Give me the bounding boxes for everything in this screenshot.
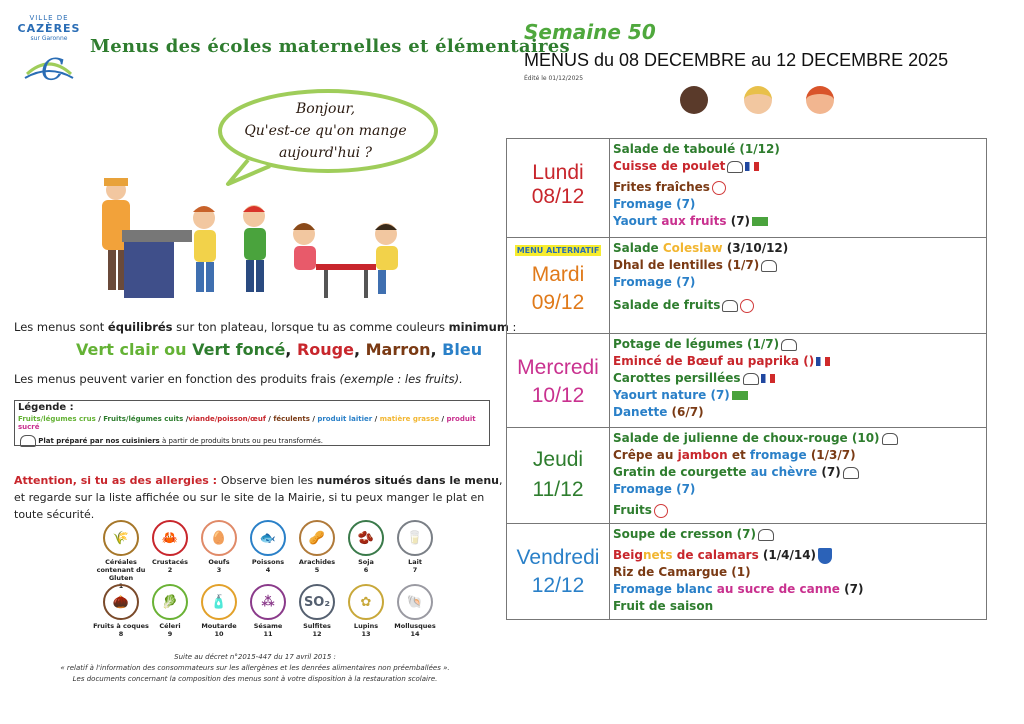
french-flag-icon xyxy=(745,162,759,171)
crab-icon: 🦀 xyxy=(152,520,188,556)
dish-main-label: Dhal de lentilles (1/7) xyxy=(613,258,760,272)
main-part: (1/4/14) xyxy=(758,548,817,562)
balanced-part: Les menus sont xyxy=(14,320,108,334)
allergy-part: et regarde sur la liste affichée ou sur le site de la Mairie, si tu peux manger le plat en toute sécurité. xyxy=(14,491,485,521)
bubble-line1: Bonjour, xyxy=(295,101,356,117)
allergy-warning xyxy=(14,472,504,523)
dish-starter xyxy=(613,240,984,257)
day-name: Vendredi xyxy=(516,546,600,569)
main-part: (1/3/7) xyxy=(806,448,856,462)
chef-hat-icon xyxy=(843,467,859,479)
allergen-number: 5 xyxy=(314,566,320,574)
dish-cheese: Fromage (7) xyxy=(613,275,696,289)
dish-dessert xyxy=(613,404,984,421)
day-date: 11/12 xyxy=(532,478,584,501)
decree-footer xyxy=(20,652,490,685)
fresh-product-icon xyxy=(740,299,754,313)
menu-row-monday xyxy=(507,139,986,237)
child-face-icon xyxy=(680,86,708,114)
allergen-name: Céleri xyxy=(159,622,181,630)
allergen-label xyxy=(383,622,447,638)
menu-row-tuesday xyxy=(507,237,986,334)
main-part: de calamars xyxy=(672,548,759,562)
day-cell xyxy=(507,428,610,524)
dish-main xyxy=(613,547,984,564)
day-cell xyxy=(507,334,610,428)
dish-list xyxy=(613,141,984,230)
msc-label-icon xyxy=(818,548,832,564)
allergen-name: Lait xyxy=(408,558,422,566)
allergen-name: Oeufs xyxy=(208,558,230,566)
menu-row-thursday xyxy=(507,427,986,524)
vary-text xyxy=(14,372,463,386)
starter-part: Coleslaw xyxy=(662,241,723,255)
footer-line3: Les documents concernant la composition des menus sont à votre disposition à la restauration scolaire. xyxy=(72,675,438,683)
allergen-number: 12 xyxy=(312,630,322,638)
logo-mark-icon xyxy=(21,44,77,92)
day-name: Lundi xyxy=(532,161,584,184)
legend-item: / xyxy=(95,415,104,423)
chef-hat-icon xyxy=(727,161,743,173)
menu-date-range: MENUS du 08 DECEMBRE au 12 DECEMBRE 2025 xyxy=(524,50,949,70)
day-cell xyxy=(507,524,610,620)
allergy-part: numéros situés dans le menu xyxy=(316,474,499,487)
day-date: 08/12 xyxy=(531,185,585,208)
color-sep: , xyxy=(353,340,366,359)
mustard-icon: 🧴 xyxy=(201,584,237,620)
allergen-number: 14 xyxy=(410,630,420,638)
fish-icon: 🐟 xyxy=(250,520,286,556)
color-dark-green: Vert foncé xyxy=(192,340,286,359)
balanced-part: minimum xyxy=(448,320,509,334)
color-blue: Bleu xyxy=(442,340,483,359)
child-face-icon xyxy=(744,86,772,114)
chef-hat-icon xyxy=(781,339,797,351)
dish-starter-label: Soupe de cresson (7) xyxy=(613,527,756,541)
dish-cheese xyxy=(613,581,984,598)
dish-main xyxy=(613,158,984,175)
sesame-icon: ⁂ xyxy=(250,584,286,620)
allergen-number: 7 xyxy=(412,566,418,574)
footer-line1: Suite au décret n°2015-447 du 17 avril 2015 : xyxy=(174,653,336,661)
organic-label-icon xyxy=(732,391,748,400)
chef-hat-icon xyxy=(722,300,738,312)
color-red: Rouge xyxy=(296,340,354,359)
menu-row-friday xyxy=(507,523,986,620)
bubble-line3: aujourd'hui ? xyxy=(278,145,373,161)
color-sep: , xyxy=(430,340,443,359)
dish-cheese: Fromage (7) xyxy=(613,482,696,496)
allergy-part: Observe bien les xyxy=(220,474,317,487)
balanced-text xyxy=(14,320,516,334)
color-list xyxy=(76,340,482,359)
side-part: au chèvre xyxy=(750,465,818,479)
allergen-number: 6 xyxy=(363,566,369,574)
dessert-part: (6/7) xyxy=(667,405,704,419)
milk-icon: 🥛 xyxy=(397,520,433,556)
legend-homemade xyxy=(15,431,489,447)
cheese-part: au sucre de canne xyxy=(716,582,840,596)
child-face-icon xyxy=(806,86,834,114)
main-part: fromage xyxy=(749,448,807,462)
alternative-menu-badge: MENU ALTERNATIF xyxy=(516,246,600,255)
allergen-number: 8 xyxy=(118,630,124,638)
dish-main-label: Cuisse de poulet xyxy=(613,159,726,173)
dish-dessert xyxy=(613,213,984,230)
legend-items xyxy=(15,413,489,431)
logo-line2: CAZÈRES xyxy=(17,22,81,35)
allergen-number: 3 xyxy=(216,566,222,574)
vary-part: Les menus peuvent varier en fonction des produits frais xyxy=(14,372,340,386)
balanced-part: sur ton plateau, lorsque tu as comme couleurs xyxy=(172,320,449,334)
dish-dessert: Fruit de saison xyxy=(613,599,714,613)
dish-list xyxy=(613,336,984,421)
organic-label-icon xyxy=(752,217,768,226)
allergen-name: Sésame xyxy=(253,622,283,630)
homemade-desc: à partir de produits bruts ou peu transformés. xyxy=(159,437,323,445)
day-date: 09/12 xyxy=(531,291,585,314)
speech-bubble-text xyxy=(228,98,423,164)
homemade-label: Plat préparé par nos cuisiniers xyxy=(38,437,160,445)
chef-hat-icon xyxy=(20,435,36,447)
day-name: Jeudi xyxy=(532,448,584,471)
fresh-product-icon xyxy=(712,181,726,195)
cheese-part: (7) xyxy=(839,582,864,596)
french-flag-icon xyxy=(761,374,775,383)
allergen-name: Céréales contenant du Gluten xyxy=(96,558,146,582)
legend-item: féculents xyxy=(273,415,310,423)
fresh-product-icon xyxy=(654,504,668,518)
allergen-number: 10 xyxy=(214,630,224,638)
egg-icon: 🥚 xyxy=(201,520,237,556)
vary-example: (exemple : les fruits). xyxy=(339,372,463,386)
sulfites-icon: SO₂ xyxy=(299,584,335,620)
dish-main xyxy=(613,447,984,464)
dish-list xyxy=(613,526,984,615)
legend-item: / xyxy=(183,415,189,423)
dish-main xyxy=(613,353,984,370)
dish-main xyxy=(613,257,984,274)
allergen-name: Lupins xyxy=(353,622,379,630)
peanut-icon: 🥜 xyxy=(299,520,335,556)
allergen-name: Arachides xyxy=(298,558,336,566)
dish-side xyxy=(613,370,984,387)
day-cell xyxy=(507,139,610,237)
balanced-part: : xyxy=(508,320,517,334)
dish-dessert-label: Salade de fruits xyxy=(613,298,721,312)
allergen-number: 4 xyxy=(265,566,271,574)
side-part: (7) xyxy=(817,465,841,479)
dish-starter xyxy=(613,336,984,353)
allergen-number: 13 xyxy=(361,630,371,638)
color-light-green: Vert clair ou xyxy=(76,340,193,359)
dessert-part: Danette xyxy=(613,405,668,419)
allergen-number: 1 xyxy=(118,582,124,590)
svg-text:C: C xyxy=(41,53,64,88)
bubble-line2: Qu'est-ce qu'on mange xyxy=(244,123,407,139)
chef-hat-icon xyxy=(882,433,898,445)
dish-cheese xyxy=(613,387,984,404)
main-part: et xyxy=(727,448,750,462)
color-brown: Marron xyxy=(365,340,431,359)
town-logo xyxy=(14,14,84,94)
side-part: Gratin de courgette xyxy=(613,465,751,479)
celery-icon: 🥬 xyxy=(152,584,188,620)
canteen-illustration xyxy=(94,172,414,307)
nut-icon: 🌰 xyxy=(103,584,139,620)
allergen-label xyxy=(383,558,447,574)
main-part: jambon xyxy=(677,448,728,462)
starter-part: Salade xyxy=(613,241,663,255)
dish-side-label: Carottes persillées xyxy=(613,371,741,385)
allergen-name: Fruits à coques xyxy=(93,622,149,630)
legend-item: produit sucré xyxy=(18,415,476,431)
wheat-icon: 🌾 xyxy=(103,520,139,556)
legend-item: produit laitier xyxy=(317,415,373,423)
dish-starter xyxy=(613,430,984,447)
legend-item: matière grasse xyxy=(379,415,440,423)
dish-cheese: Fromage (7) xyxy=(613,197,696,211)
dish-dessert xyxy=(613,502,984,519)
day-name: Mardi xyxy=(531,263,585,286)
allergy-title: Attention, si tu as des allergies : xyxy=(14,474,221,487)
day-name: Mercredi xyxy=(517,356,599,379)
allergen-number: 9 xyxy=(167,630,173,638)
dish-starter-label: Salade de julienne de choux-rouge (10) xyxy=(613,431,880,445)
lupin-icon: ✿ xyxy=(348,584,384,620)
soy-icon: 🫘 xyxy=(348,520,384,556)
main-part: nets xyxy=(643,548,673,562)
french-flag-icon xyxy=(816,357,830,366)
dish-dessert xyxy=(613,297,984,314)
allergen-name: Crustacés xyxy=(151,558,189,566)
logo-line3: sur Garonne xyxy=(30,35,68,42)
main-part: Crêpe au xyxy=(613,448,678,462)
day-date: 10/12 xyxy=(531,384,585,407)
legend-item: Fruits/légumes cuits xyxy=(103,415,184,423)
dish-list xyxy=(613,240,984,314)
color-sep: , xyxy=(285,340,297,359)
allergen-number: 2 xyxy=(167,566,173,574)
dish-starter-label: Potage de légumes (1/7) xyxy=(613,337,780,351)
dish-side xyxy=(613,464,984,481)
week-number: Semaine 50 xyxy=(524,20,656,44)
dish-side-label: Frites fraîches xyxy=(613,180,710,194)
allergen-item xyxy=(383,520,447,574)
dish-cheese-label: Yaourt nature (7) xyxy=(613,388,730,402)
chef-hat-icon xyxy=(758,529,774,541)
legend-item: Fruits/légumes crus xyxy=(18,415,96,423)
day-cell xyxy=(507,238,610,334)
dish-side xyxy=(613,179,984,196)
menu-table xyxy=(506,138,987,620)
legend-item: / xyxy=(372,415,380,423)
logo-line1: VILLE DE xyxy=(29,14,69,22)
legend-item: / xyxy=(309,415,318,423)
allergen-name: Soja xyxy=(358,558,374,566)
dessert-part: Yaourt xyxy=(613,214,662,228)
legend-item: / xyxy=(265,415,274,423)
dish-dessert-label: Fruits xyxy=(613,503,652,517)
shell-icon: 🐚 xyxy=(397,584,433,620)
dish-list xyxy=(613,430,984,519)
allergen-number: 11 xyxy=(263,630,273,638)
allergen-name: Moutarde xyxy=(201,622,237,630)
dish-main-label: Emincé de Bœuf au paprika () xyxy=(613,354,815,368)
allergen-name: Poissons xyxy=(251,558,285,566)
starter-part: (3/10/12) xyxy=(722,241,789,255)
day-date: 12/12 xyxy=(531,574,585,597)
legend-title: Légende : xyxy=(18,402,74,413)
balanced-part: équilibrés xyxy=(107,320,173,334)
dish-starter: Salade de taboulé (1/12) xyxy=(613,142,780,156)
dish-starter xyxy=(613,526,984,543)
allergen-name: Sulfites xyxy=(303,622,331,630)
edited-date: Édité le 01/12/2025 xyxy=(524,75,584,82)
legend-item: / xyxy=(439,415,447,423)
page-title: Menus des écoles maternelles et élémentaires xyxy=(90,36,570,57)
dessert-part: (7) xyxy=(726,214,751,228)
main-part: Beig xyxy=(613,548,643,562)
chef-hat-icon xyxy=(743,373,759,385)
dish-side: Riz de Camargue (1) xyxy=(613,565,751,579)
allergen-name: Mollusques xyxy=(394,622,436,630)
footer-line2: « relatif à l'information des consommateurs sur les allergènes et les denrées alimentaires non préemballées ». xyxy=(60,664,450,672)
menu-row-wednesday xyxy=(507,333,986,428)
cheese-part: Fromage blanc xyxy=(613,582,717,596)
allergy-part: , xyxy=(499,474,503,487)
legend-item: viande/poisson/œuf xyxy=(188,415,266,423)
dessert-part: aux fruits xyxy=(661,214,727,228)
chef-hat-icon xyxy=(761,260,777,272)
allergen-item xyxy=(383,584,447,638)
legend-box xyxy=(14,400,490,446)
